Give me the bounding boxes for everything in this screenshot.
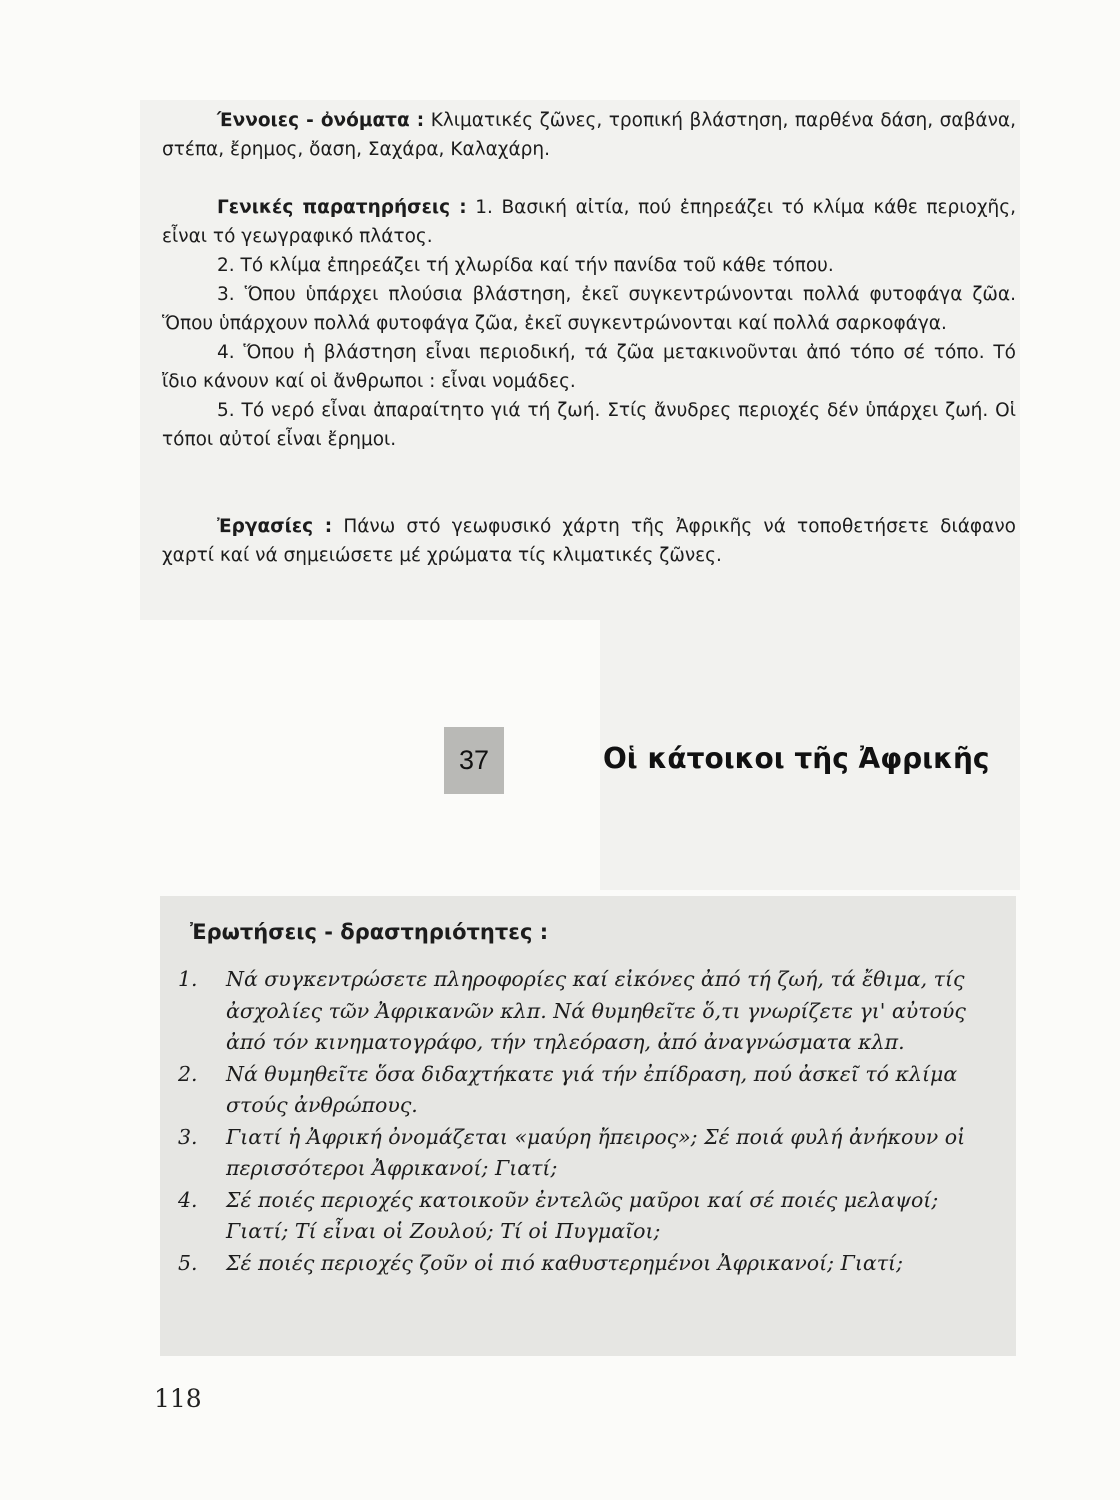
- question-number: 2.: [178, 1061, 198, 1086]
- question-item: [178, 964, 1004, 1059]
- questions-box: [160, 896, 1016, 1356]
- page-number: 118: [154, 1384, 202, 1413]
- chapter-title: Οἱ κάτοικοι τῆς Ἀφρικῆς: [603, 742, 990, 775]
- concepts-label: Έννοιες - ὀνόματα :: [217, 110, 425, 131]
- observations-section: [162, 193, 1016, 454]
- question-number: 1.: [178, 967, 198, 991]
- question-item: [178, 1059, 1004, 1122]
- question-text: Νά θυμηθεῖτε ὅσα διδαχτήκατε γιά τήν ἐπίδραση, πού ἀσκεῖ τό κλίμα στούς ἀνθρώπους.: [226, 1061, 958, 1117]
- question-item: [178, 1248, 1004, 1280]
- question-number: 5.: [178, 1250, 198, 1275]
- question-text: Γιατί ἡ Ἀφρική ὀνομάζεται «μαύρη ἤπειρος»; Σέ ποιά φυλή ἀνήκουν οἱ περισσότεροι Ἀφρικανοί; Γιατί;: [226, 1124, 966, 1180]
- tasks-text: Πάνω στό γεωφυσικό χάρτη τῆς Ἀφρικῆς νά τοποθετήσετε διάφανο χαρτί καί νά σημειώσετε μέ χρώματα τίς κλιματικές ζῶνες.: [162, 516, 1016, 566]
- question-number: 4.: [178, 1187, 198, 1212]
- observation-item: 4. Ὅπου ἡ βλάστηση εἶναι περιοδική, τά ζῶα μετακινοῦνται ἀπό τόπο σέ τόπο. Τό ἴδιο κάνουν καί οἱ ἄνθρωποι : εἶναι νομάδες.: [162, 342, 1016, 392]
- questions-list: [178, 964, 1004, 1279]
- tasks-label: Ἐργασίες :: [217, 516, 333, 537]
- question-text: Νά συγκεντρώσετε πληροφορίες καί εἰκόνες ἀπό τή ζωή, τά ἔθιμα, τίς ἀσχολίες τῶν Ἀφρικανῶν κλπ. Νά θυμηθεῖτε ὅ,τι γνωρίζετε γι' αὐτούς ἀπό τόν κινηματογράφο, τήν τηλεόραση, ἀπό ἀναγνώσματα κλπ.: [226, 967, 966, 1054]
- question-number: 3.: [178, 1124, 198, 1149]
- question-text: Σέ ποιές περιοχές ζοῦν οἱ πιό καθυστερημένοι Ἀφρικανοί; Γιατί;: [226, 1250, 903, 1275]
- tasks-section: [162, 512, 1016, 570]
- observation-item: 2. Τό κλίμα ἐπηρεάζει τή χλωρίδα καί τήν πανίδα τοῦ κάθε τόπου.: [217, 255, 834, 276]
- concepts-text: Κλιματικές ζῶνες, τροπική βλάστηση, παρθένα δάση, σαβάνα, στέπα, ἔρημος, ὄαση, Σαχάρα, Καλαχάρη.: [162, 110, 1016, 160]
- chapter-number-badge: 37: [444, 727, 504, 794]
- concepts-section: [162, 106, 1016, 164]
- question-item: [178, 1122, 1004, 1185]
- questions-heading: Ἐρωτήσεις - δραστηριότητες :: [190, 920, 549, 944]
- observation-item: 5. Τό νερό εἶναι ἀπαραίτητο γιά τή ζωή. Στίς ἄνυδρες περιοχές δέν ὑπάρχει ζωή. Οἱ τόποι αὐτοί εἶναι ἔρημοι.: [162, 400, 1016, 450]
- question-text: Σέ ποιές περιοχές κατοικοῦν ἐντελῶς μαῦροι καί σέ ποιές μελαψοί; Γιατί; Τί εἶναι οἱ Ζουλού; Τί οἱ Πυγμαῖοι;: [226, 1187, 939, 1243]
- observation-item: 1. Βασική αἰτία, πού ἐπηρεάζει τό κλίμα κάθε περιοχῆς, εἶναι τό γεωγραφικό πλάτος.: [162, 197, 1016, 247]
- question-item: [178, 1185, 1004, 1248]
- observations-label: Γενικές παρατηρήσεις :: [217, 197, 467, 218]
- observation-item: 3. Ὅπου ὑπάρχει πλούσια βλάστηση, ἐκεῖ συγκεντρώνονται πολλά φυτοφάγα ζῶα. Ὅπου ὑπάρχουν πολλά φυτοφάγα ζῶα, ἐκεῖ συγκεντρώνονται καί πολλά σαρκοφάγα.: [162, 284, 1016, 334]
